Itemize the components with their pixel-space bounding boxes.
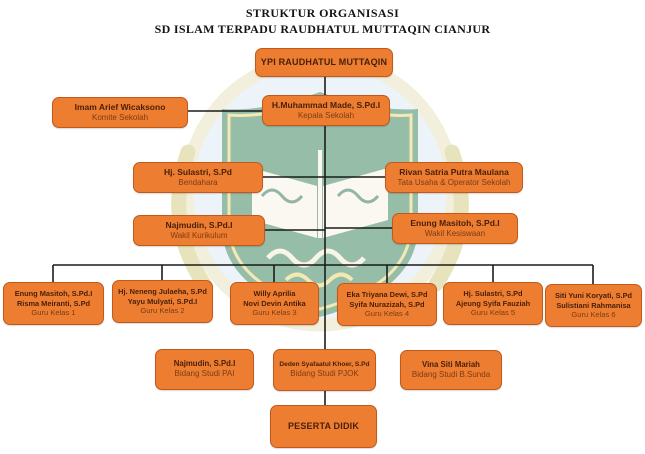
node-name: PESERTA DIDIK [287, 420, 360, 431]
node-name: Siti Yuni Koryati, S.Pd [554, 290, 633, 300]
org-node-bidang-studi-bsunda [400, 350, 502, 390]
org-node-wakil-kesiswaan [392, 213, 518, 244]
chart-title [0, 6, 645, 37]
org-node-guru-kelas-4 [337, 283, 437, 326]
node-name: Hj. Sulastri, S.Pd [163, 166, 233, 177]
org-node-guru-kelas-2 [112, 280, 213, 323]
node-role: Guru Kelas 1 [31, 308, 76, 318]
node-name2: Novi Devin Antika [243, 298, 306, 308]
chart-title-line1: STRUKTUR ORGANISASI [245, 6, 400, 20]
org-node-guru-kelas-6 [545, 284, 642, 327]
node-name2: Ajeung Syifa Fauziah [455, 298, 531, 308]
org-node-guru-kelas-5 [443, 282, 543, 325]
org-node-komite [52, 97, 188, 128]
node-name: H.Muhammad Made, S.Pd.I [271, 99, 381, 110]
node-name: YPI RAUDHATUL MUTTAQIN [260, 56, 388, 67]
org-node-bidang-studi-pjok [273, 349, 376, 391]
node-name2: Sulistiani Rahmanisa [556, 300, 631, 310]
node-role: Kepala Sekolah [297, 110, 355, 120]
node-role: Guru Kelas 6 [571, 310, 616, 320]
node-role: Bendahara [178, 177, 218, 187]
node-name: Hj. Sulastri, S.Pd [463, 288, 523, 298]
node-name2: Yayu Mulyati, S.Pd.I [127, 296, 198, 306]
node-name: Enung Masitoh, S.Pd.I [410, 217, 500, 228]
node-role: Bidang Studi PAI [174, 369, 235, 379]
node-name: Hj. Neneng Julaeha, S.Pd [118, 286, 207, 296]
org-node-guru-kelas-1 [3, 282, 104, 325]
node-role: Tata Usaha & Operator Sekolah [397, 177, 511, 187]
node-role: Bidang Studi B.Sunda [411, 369, 491, 379]
org-node-peserta-didik [270, 405, 377, 448]
node-role: Bidang Studi PJOK [290, 369, 359, 379]
node-name2: Syifa Nurazizah, S.Pd [349, 299, 425, 309]
org-node-kepala-sekolah [262, 95, 390, 126]
node-role: Guru Kelas 3 [252, 308, 297, 318]
org-node-yayasan [255, 48, 393, 77]
node-name: Najmudin, S.Pd.I [173, 359, 236, 369]
node-role: Guru Kelas 5 [470, 308, 516, 318]
chart-title-line2: SD ISLAM TERPADU RAUDHATUL MUTTAQIN CIANJUR [154, 22, 491, 36]
node-name: Rivan Satria Putra Maulana [399, 166, 509, 177]
org-node-wakil-kurikulum [133, 215, 265, 246]
org-node-tata-usaha [385, 162, 523, 193]
node-name: Vina Siti Mariah [422, 359, 480, 369]
node-role: Wakil Kurikulum [170, 230, 228, 240]
node-role: Wakil Kesiswaan [424, 228, 486, 238]
node-name: Najmudin, S.Pd.I [165, 219, 233, 230]
node-name: Enung Masitoh, S.Pd.I [14, 288, 93, 298]
node-name: Willy Aprilia [253, 288, 296, 298]
node-name: Deden Syafaatul Khoer, S.Pd [279, 360, 370, 368]
node-role: Guru Kelas 4 [364, 309, 410, 319]
org-node-guru-kelas-3 [230, 282, 319, 325]
org-node-bendahara [133, 162, 263, 193]
node-name: Imam Arief Wicaksono [74, 101, 166, 112]
node-role: Komite Sekolah [91, 112, 149, 122]
node-role: Guru Kelas 2 [140, 306, 185, 316]
node-name: Eka Triyana Dewi, S.Pd [346, 289, 428, 299]
org-node-bidang-studi-pai [155, 349, 254, 390]
node-name2: Risma Meiranti, S.Pd [16, 298, 91, 308]
